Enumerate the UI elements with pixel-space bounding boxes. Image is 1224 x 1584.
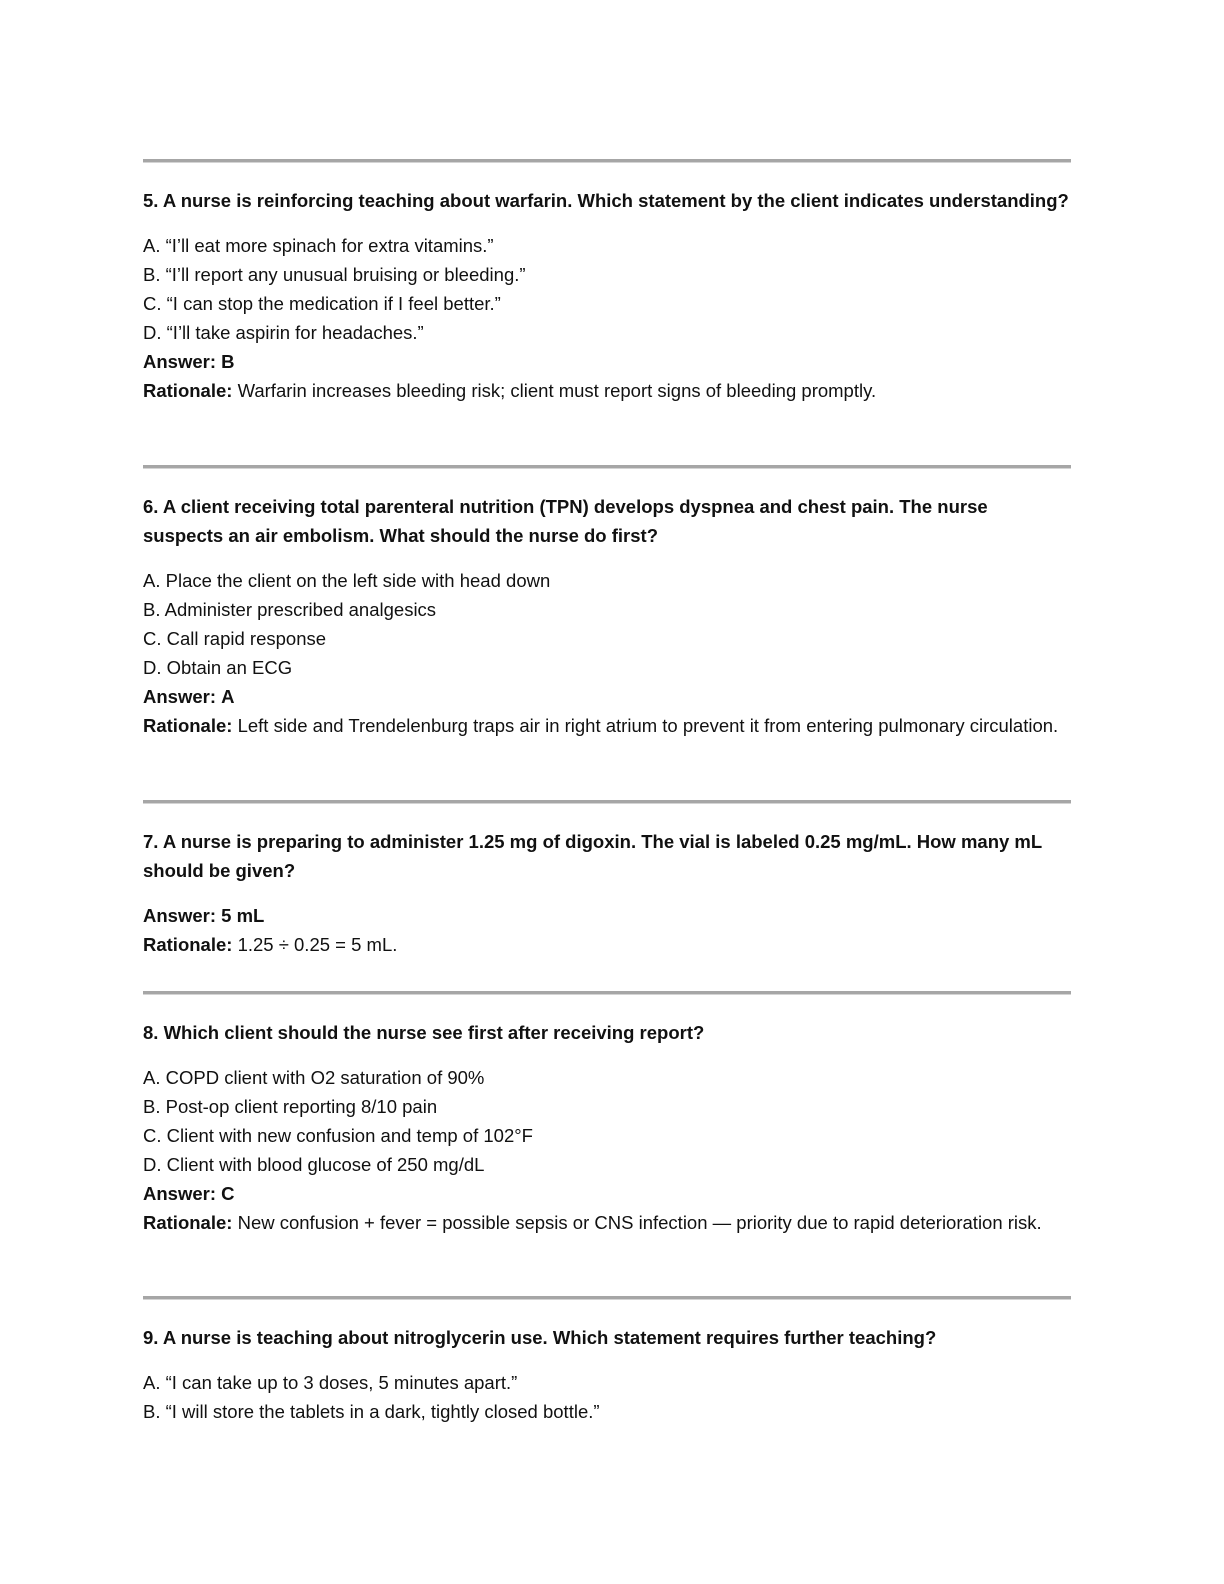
rationale-line [143, 930, 1071, 959]
section-divider [143, 1296, 1071, 1300]
option-c: C. Call rapid response [143, 628, 327, 649]
section-divider [143, 991, 1071, 995]
rationale-text: Warfarin increases bleeding risk; client must report signs of bleeding promptly. [237, 380, 877, 401]
question-block-6 [143, 492, 1071, 740]
option-a: A. “I can take up to 3 doses, 5 minutes apart.” [143, 1372, 518, 1393]
option-a: A. COPD client with O2 saturation of 90% [143, 1067, 485, 1088]
rationale-label: Rationale: [143, 934, 233, 955]
answer-line [143, 682, 1071, 711]
option-c: C. “I can stop the medication if I feel better.” [143, 293, 501, 314]
rationale-label: Rationale: [143, 715, 233, 736]
rationale-text: 1.25 ÷ 0.25 = 5 mL. [237, 934, 398, 955]
answer-label: Answer: [143, 1183, 216, 1204]
option-b: B. “I’ll report any unusual bruising or bleeding.” [143, 264, 526, 285]
section-divider [143, 800, 1071, 804]
rationale-label: Rationale: [143, 380, 233, 401]
section-divider [143, 159, 1071, 163]
question-text: 6. A client receiving total parenteral nutrition (TPN) develops dyspnea and chest pain. The nurse suspects an air embolism. What should the nurse do first? [143, 496, 988, 546]
option-d: D. Obtain an ECG [143, 657, 293, 678]
option-d: D. Client with blood glucose of 250 mg/dL [143, 1154, 485, 1175]
answer-label: Answer: [143, 905, 216, 926]
question-block-8 [143, 1018, 1071, 1237]
answer-line [143, 901, 1071, 930]
rationale-line [143, 711, 1071, 740]
answer-label: Answer: [143, 351, 216, 372]
question-text: 8. Which client should the nurse see first after receiving report? [143, 1022, 705, 1043]
answer-value: A [221, 686, 235, 707]
section-divider [143, 465, 1071, 469]
rationale-text: New confusion + fever = possible sepsis or CNS infection — priority due to rapid deterioration risk. [237, 1212, 1042, 1233]
answer-label: Answer: [143, 686, 216, 707]
rationale-line [143, 376, 1071, 405]
rationale-line [143, 1208, 1071, 1237]
option-b: B. Post-op client reporting 8/10 pain [143, 1096, 438, 1117]
question-block-7 [143, 827, 1071, 959]
answer-line [143, 347, 1071, 376]
answer-value: C [221, 1183, 235, 1204]
answer-line [143, 1179, 1071, 1208]
option-b: B. Administer prescribed analgesics [143, 599, 437, 620]
answer-value: B [221, 351, 235, 372]
option-c: C. Client with new confusion and temp of 102°F [143, 1125, 533, 1146]
option-d: D. “I’ll take aspirin for headaches.” [143, 322, 424, 343]
question-text: 9. A nurse is teaching about nitroglycerin use. Which statement requires further teaching? [143, 1327, 937, 1348]
answer-value: 5 mL [221, 905, 265, 926]
option-a: A. Place the client on the left side with head down [143, 570, 551, 591]
question-block-5 [143, 186, 1071, 405]
rationale-text: Left side and Trendelenburg traps air in right atrium to prevent it from entering pulmonary circulation. [237, 715, 1059, 736]
question-block-9 [143, 1323, 1071, 1426]
option-b: B. “I will store the tablets in a dark, tightly closed bottle.” [143, 1401, 600, 1422]
option-a: A. “I’ll eat more spinach for extra vitamins.” [143, 235, 494, 256]
rationale-label: Rationale: [143, 1212, 233, 1233]
question-text: 7. A nurse is preparing to administer 1.25 mg of digoxin. The vial is labeled 0.25 mg/mL. How many mL should be given? [143, 831, 1042, 881]
question-text: 5. A nurse is reinforcing teaching about warfarin. Which statement by the client indicates understanding? [143, 190, 1069, 211]
